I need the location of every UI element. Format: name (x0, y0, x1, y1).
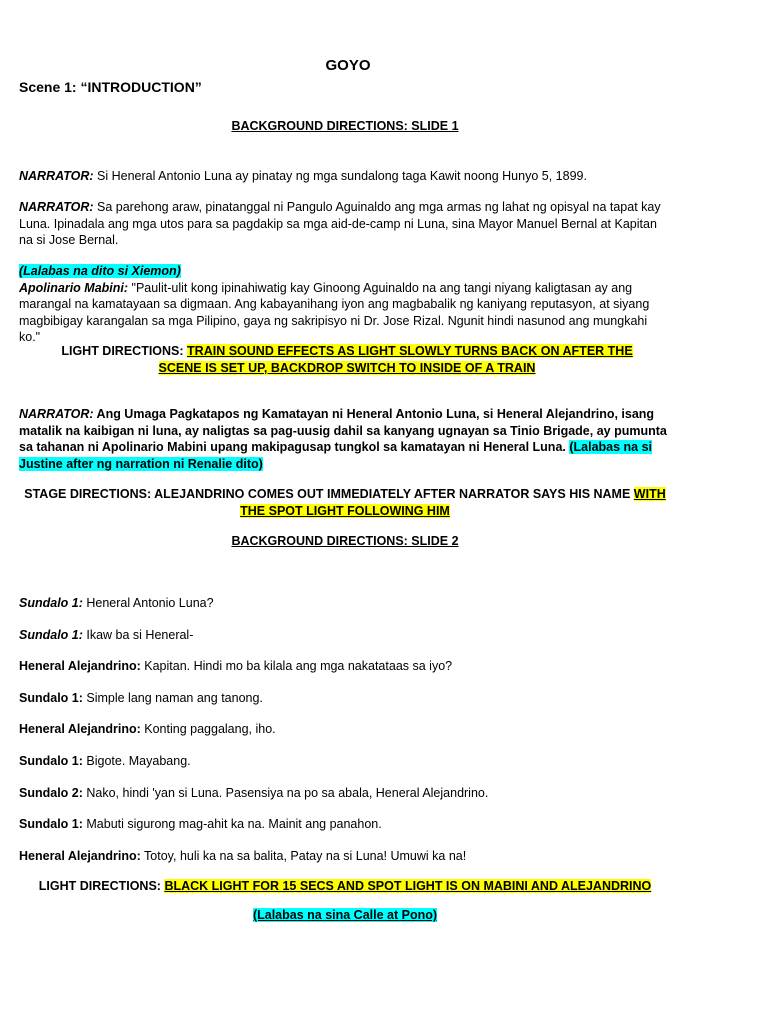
dialogue-line (19, 690, 671, 707)
dialogue-text: Nako, hindi 'yan si Luna. Pasensiya na po sa abala, Heneral Alejandrino. (82, 785, 489, 800)
narrator-paragraph-2 (19, 199, 671, 249)
entrance-cue: (Lalabas na dito si Xiemon) (19, 264, 181, 278)
paragraph-text: Ang Umaga Pagkatapos ng Kamatayan ni Heneral Antonio Luna, si Heneral Alejandrino, isang matalik na kaibigan ni luna, ay naligtas sa pag-uusig dahil sa kanyang ugnayan sa Tinio Brigade, ay pumunta sa tahanan ni Apolinario Mabini upang makipagusap tungkol sa kamatayan ni Heneral Luna. (19, 407, 667, 454)
dialogue-text: Ikaw ba si Heneral- (82, 627, 194, 642)
background-directions-slide-2: BACKGROUND DIRECTIONS: SLIDE 2 (231, 534, 459, 548)
paragraph-text: Si Heneral Antonio Luna ay pinatay ng mga sundalong taga Kawit noong Hunyo 5, 1899. (93, 169, 587, 183)
speaker-label: Sundalo 1: (19, 690, 83, 705)
dialogue-text: Bigote. Mayabang. (82, 754, 191, 768)
light-directions-1 (40, 343, 654, 376)
document-title: GOYO (325, 57, 371, 74)
speaker-label: Sundalo 2: (19, 785, 83, 800)
speaker-label: Sundalo 1: (19, 817, 83, 832)
narrator-paragraph-1 (19, 168, 671, 185)
dialogue-text: Konting paggalang, iho. (140, 722, 276, 737)
paragraph-text: Sa parehong araw, pinatanggal ni Pangulo Aguinaldo ang mga armas ng lahat ng opisyal na tapat kay Luna. Ipinadala ang mga utos para sa pagdakip sa mga aid-de-camp ni Luna, sina Mayor Manuel Bernal at Kapitan na si Jose Bernal. (19, 200, 661, 247)
speaker-label: NARRATOR: (19, 407, 94, 421)
paragraph-text: "Paulit-ulit kong ipinahiwatig kay Ginoong Aguinaldo na ang tangi niyang kaligtasan ay ang marangal na kamatayaan sa digmaan. Ang kabayanihang iyon ang magbabalik ng kaniyang reputasyon, at siyang magbibigay karangalan sa mga Pilipino, gaya ng sakripisyo ni Dr. Jose Rizal. Ngunit hindi nasunod ang mungkahi ko." (19, 280, 650, 344)
background-directions-slide-1: BACKGROUND DIRECTIONS: SLIDE 1 (231, 119, 459, 133)
dialogue-line (19, 785, 671, 802)
dialogue-line (19, 721, 671, 738)
direction-label: LIGHT DIRECTIONS: (38, 879, 161, 893)
speaker-label: Heneral Alejandrino: (19, 659, 141, 674)
direction-label: STAGE DIRECTIONS: ALEJANDRINO COMES OUT IMMEDIATELY AFTER NARRATOR SAYS HIS NAME (24, 487, 634, 501)
dialogue-text: Heneral Antonio Luna? (82, 596, 214, 610)
direction-text: TRAIN SOUND EFFECTS AS LIGHT SLOWLY TURNS BACK ON AFTER THE SCENE IS SET UP, BACKDROP SWITCH TO INSIDE OF A TRAIN (158, 344, 633, 375)
dialogue-line (19, 848, 671, 865)
final-cue (19, 907, 671, 924)
speaker-label: Heneral Alejandrino: (19, 722, 141, 737)
direction-text: WITH THE SPOT LIGHT FOLLOWING HIM (240, 487, 666, 518)
speaker-label: Sundalo 1: (19, 627, 83, 642)
speaker-label: Heneral Alejandrino: (19, 848, 141, 863)
speaker-label: Apolinario Mabini: (19, 280, 129, 295)
dialogue-text: Totoy, huli ka na sa balita, Patay na si Luna! Umuwi ka na! (140, 848, 467, 863)
dialogue-line (19, 658, 671, 675)
dialogue-text: Simple lang naman ang tanong. (82, 690, 263, 705)
light-directions-2 (19, 878, 671, 895)
speaker-label: Sundalo 1: (19, 596, 83, 610)
entrance-cue: (Lalabas na sina Calle at Pono) (252, 908, 438, 922)
direction-label: LIGHT DIRECTIONS: (61, 344, 184, 358)
entrance-cue: (Lalabas na si Justine after ng narration ni Renalie dito) (19, 440, 653, 471)
scene-heading: Scene 1: “INTRODUCTION” (19, 79, 202, 95)
dialogue-line (19, 816, 671, 833)
speaker-label: Sundalo 1: (19, 754, 83, 768)
speaker-label: NARRATOR: (19, 169, 94, 183)
mabini-paragraph (19, 263, 671, 346)
speaker-label: NARRATOR: (19, 200, 94, 214)
dialogue-text: Kapitan. Hindi mo ba kilala ang mga nakatataas sa iyo? (140, 659, 453, 674)
dialogue-line (19, 595, 671, 612)
dialogue-line (19, 753, 671, 770)
stage-directions (19, 486, 671, 519)
dialogue-line (19, 627, 671, 644)
narrator-paragraph-3 (19, 406, 671, 472)
direction-text: BLACK LIGHT FOR 15 SECS AND SPOT LIGHT IS ON MABINI AND ALEJANDRINO (164, 879, 652, 893)
dialogue-text: Mabuti sigurong mag-ahit ka na. Mainit ang panahon. (82, 817, 382, 832)
